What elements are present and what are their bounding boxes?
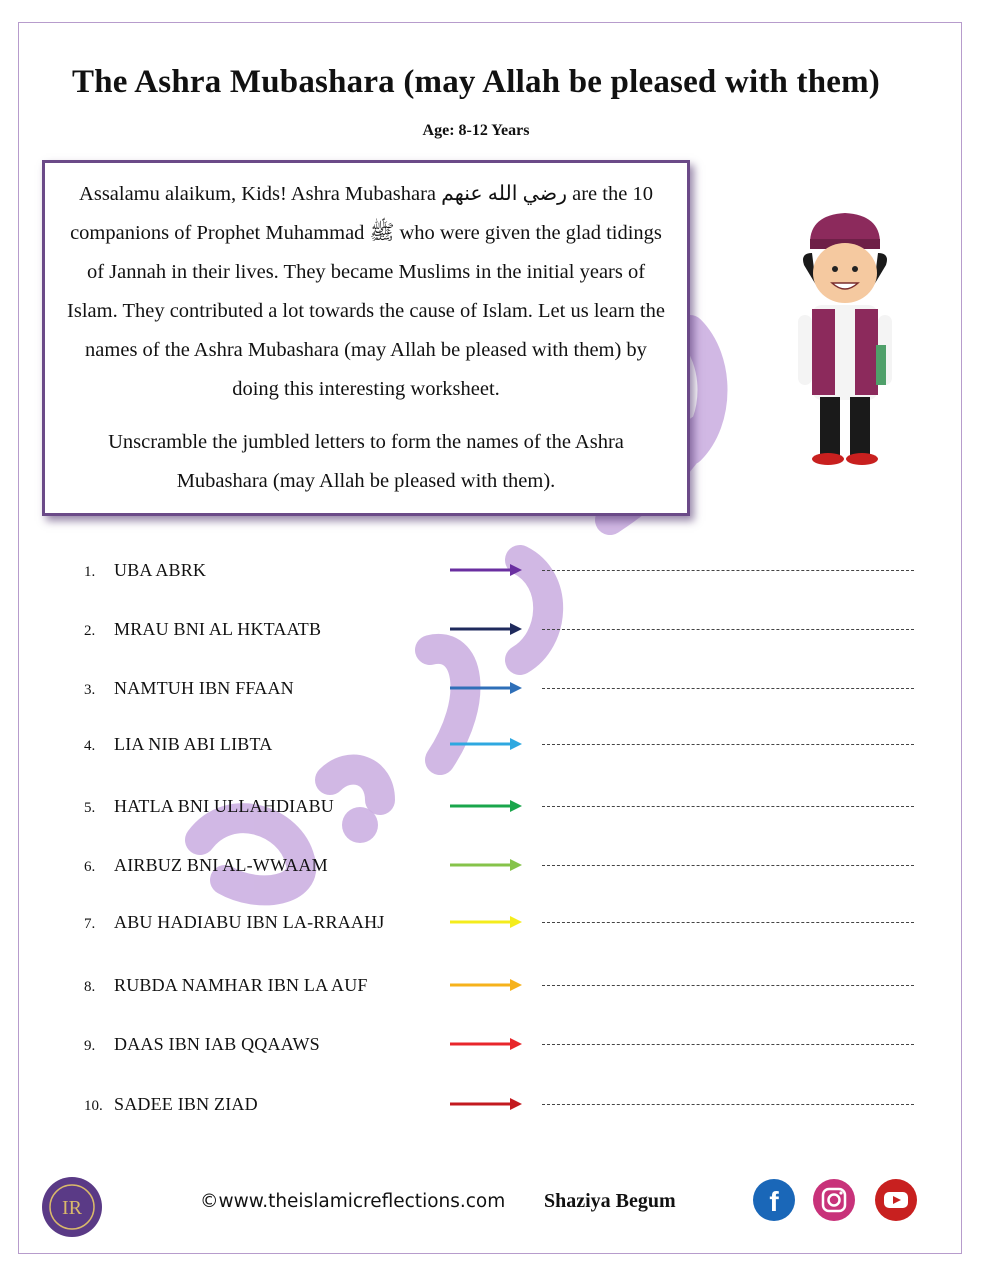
- arrow-icon: [450, 737, 522, 751]
- arrow-icon: [450, 563, 522, 577]
- youtube-icon[interactable]: [874, 1178, 918, 1222]
- scrambled-word: MRAU BNI AL HKTAATB: [114, 619, 322, 639]
- arrow-icon: [450, 1037, 522, 1051]
- answer-line[interactable]: [542, 629, 914, 630]
- answer-line[interactable]: [542, 865, 914, 866]
- arrow-icon: [450, 681, 522, 695]
- scrambled-word: LIA NIB ABI LIBTA: [114, 734, 273, 754]
- logo-monogram: IR: [62, 1197, 82, 1219]
- question-number: 4.: [84, 738, 96, 754]
- question-number: 8.: [84, 979, 96, 995]
- question-row: [84, 676, 944, 706]
- arrow-icon: [450, 978, 522, 992]
- arrow-icon: [450, 858, 522, 872]
- question-row: [84, 910, 944, 940]
- intro-box: [42, 160, 690, 516]
- boy-illustration: [790, 205, 900, 465]
- scrambled-word: UBA ABRK: [114, 560, 207, 580]
- question-row: [84, 558, 944, 588]
- question-number: 7.: [84, 916, 96, 932]
- arrow-icon: [450, 799, 522, 813]
- arrow-icon: [450, 1097, 522, 1111]
- question-number: 10.: [84, 1098, 103, 1114]
- islamic-reflections-logo: [41, 1176, 103, 1238]
- age-range: Age: 8-12 Years: [422, 122, 530, 139]
- instruction-paragraph: Unscramble the jumbled letters to form the names of the Ashra Mubashara (may Allah be pleased with them).: [108, 431, 624, 492]
- website-link[interactable]: ©www.theislamicreflections.com: [200, 1191, 506, 1212]
- scrambled-word: SADEE IBN ZIAD: [114, 1094, 258, 1114]
- answer-line[interactable]: [542, 806, 914, 807]
- answer-line[interactable]: [542, 1104, 914, 1105]
- scrambled-word: ABU HADIABU IBN LA-RRAAHJ: [114, 912, 385, 932]
- question-row: [84, 794, 944, 824]
- instagram-icon[interactable]: [812, 1178, 856, 1222]
- facebook-icon[interactable]: [752, 1178, 796, 1222]
- question-number: 9.: [84, 1038, 96, 1054]
- question-row: [84, 1092, 944, 1122]
- answer-line[interactable]: [542, 744, 914, 745]
- question-number: 3.: [84, 682, 96, 698]
- question-row: [84, 1032, 944, 1062]
- svg-text:f: f: [769, 1186, 779, 1217]
- scrambled-word: RUBDA NAMHAR IBN LA AUF: [114, 975, 368, 995]
- question-row: [84, 732, 944, 762]
- arrow-icon: [450, 622, 522, 636]
- question-row: [84, 973, 944, 1003]
- question-row: [84, 853, 944, 883]
- answer-line[interactable]: [542, 985, 914, 986]
- answer-line[interactable]: [542, 922, 914, 923]
- scrambled-word: DAAS IBN IAB QQAAWS: [114, 1034, 320, 1054]
- answer-line[interactable]: [542, 688, 914, 689]
- question-row: [84, 617, 944, 647]
- question-number: 5.: [84, 800, 96, 816]
- author-name: Shaziya Begum: [544, 1190, 676, 1212]
- scrambled-word: NAMTUH IBN FFAAN: [114, 678, 294, 698]
- scrambled-word: HATLA BNI ULLAHDIABU: [114, 796, 334, 816]
- intro-paragraph: Assalamu alaikum, Kids! Ashra Mubashara رضي الله عنهم are the 10 companions of Prophet Muhammad ﷺ who were given the glad tidings of Jannah in their lives. They became Muslims in the initial years of Islam. They contributed a lot towards the cause of Islam. Let us learn the names of the Ashra Mubashara (may Allah be pleased with them) by doing this interesting worksheet.: [67, 183, 665, 400]
- question-number: 6.: [84, 859, 96, 875]
- arrow-icon: [450, 915, 522, 929]
- question-number: 1.: [84, 564, 96, 580]
- page-title: The Ashra Mubashara (may Allah be pleased with them): [72, 64, 880, 100]
- answer-line[interactable]: [542, 1044, 914, 1045]
- answer-line[interactable]: [542, 570, 914, 571]
- question-number: 2.: [84, 623, 96, 639]
- scrambled-word: AIRBUZ BNI AL-WWAAM: [114, 855, 328, 875]
